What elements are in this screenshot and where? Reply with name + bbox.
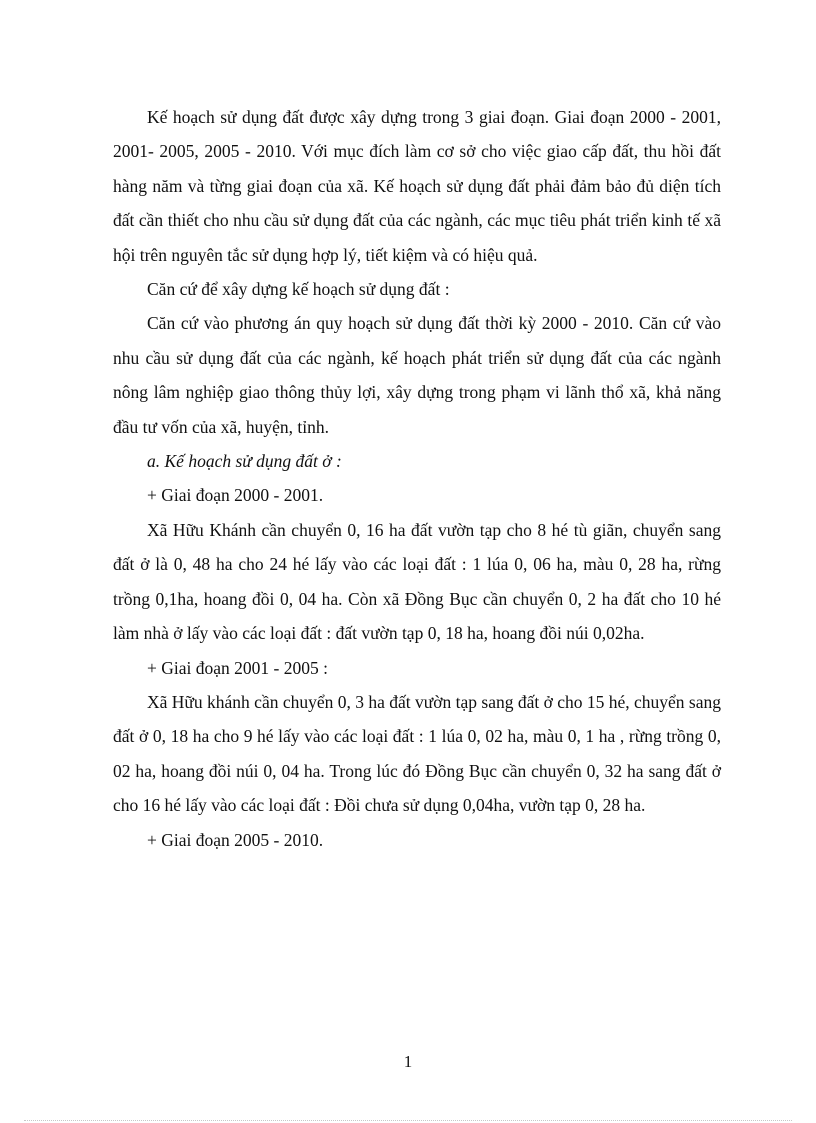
- paragraph-basis-heading: Căn cứ để xây dựng kế hoạch sử dụng đất :: [147, 279, 450, 300]
- page-number: 1: [403, 1052, 413, 1071]
- document-body: [113, 100, 721, 857]
- paragraph-stage-2000-2001: Xã Hữu Khánh cần chuyển 0, 16 ha đất vườn tạp cho 8 hé tù giãn, chuyển sang đất ở là 0, 48 ha cho 24 hé lấy vào các loại đất : 1 lúa 0, 06 ha, màu 0, 28 ha, rừng trồng 0,1ha, hoang đồi 0, 04 ha. Còn xã Đồng Bục cần chuyển 0, 2 ha đất cho 10 hé làm nhà ở lấy vào các loại đất : đất vườn tạp 0, 18 ha, hoang đồi núi 0,02ha.: [113, 519, 721, 644]
- paragraph-plan-overview: Kế hoạch sử dụng đất được xây dựng trong 3 giai đoạn. Giai đoạn 2000 - 2001, 2001- 2005, 2005 - 2010. Với mục đích làm cơ sở cho việc giao cấp đất, thu hồi đất hàng năm và từng giai đoạn của xã. Kế hoạch sử dụng đất phải đảm bảo đủ diện tích đất cần thiết cho nhu cầu sử dụng đất của các ngành, các mục tiêu phát triển kinh tế xã hội trên nguyên tắc sử dụng hợp lý, tiết kiệm và có hiệu quả.: [113, 107, 721, 265]
- stage-heading-2005-2010: + Giai đoạn 2005 - 2010.: [147, 829, 324, 850]
- stage-heading-2001-2005: + Giai đoạn 2001 - 2005 :: [147, 657, 328, 678]
- stage-heading-2000-2001: + Giai đoạn 2000 - 2001.: [147, 485, 324, 506]
- paragraph-stage-2001-2005: Xã Hữu khánh cần chuyển 0, 3 ha đất vườn tạp sang đất ở cho 15 hé, chuyển sang đất ở 0, 18 ha cho 9 hé lấy vào các loại đất : 1 lúa 0, 02 ha, màu 0, 1 ha , rừng trồng 0, 02 ha, hoang đồi núi 0, 04 ha. Trong lúc đó Đồng Bục cần chuyển 0, 32 ha sang đất ở cho 16 hé lấy vào các loại đất : Đồi chưa sử dụng 0,04ha, vườn tạp 0, 28 ha.: [113, 691, 721, 816]
- paragraph-basis-details: Căn cứ vào phương án quy hoạch sử dụng đất thời kỳ 2000 - 2010. Căn cứ vào nhu cầu sử dụng đất của các ngành, kế hoạch phát triển sử dụng đất của các ngành nông lâm nghiệp giao thông thủy lợi, xây dựng trong phạm vi lãnh thổ xã, khả năng đầu tư vốn của xã, huyện, tỉnh.: [113, 313, 721, 437]
- page-bottom-divider: [24, 1120, 792, 1121]
- section-heading-residential-land: a. Kế hoạch sử dụng đất ở :: [147, 451, 342, 472]
